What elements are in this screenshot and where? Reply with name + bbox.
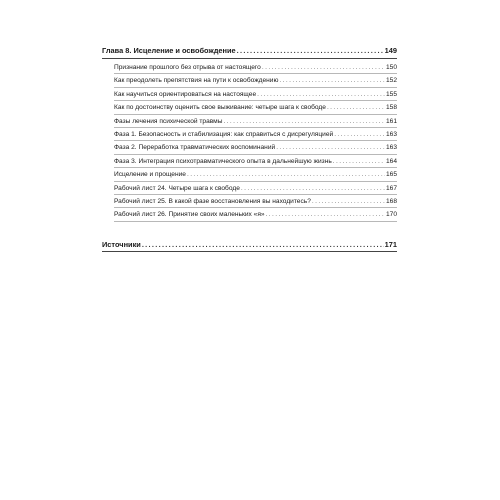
- dot-leader: [279, 74, 385, 87]
- entry-title: Фаза 2. Переработка травматических воспоминаний: [114, 144, 276, 152]
- entry-title: Фаза 3. Интеграция психотравматического опыта в дальнейшую жизнь: [114, 157, 332, 165]
- dot-leader: [241, 182, 385, 195]
- dot-leader: [257, 88, 385, 101]
- dot-leader: [312, 195, 385, 208]
- toc-sources-heading: [102, 238, 397, 252]
- toc-entry: [114, 155, 397, 168]
- entry-title: Как преодолеть препятствия на пути к освобождению: [114, 77, 279, 85]
- entry-title: Рабочий лист 24. Четыре шага к свободе: [114, 184, 240, 192]
- dot-leader: [142, 238, 384, 251]
- toc-entry: [114, 88, 397, 101]
- table-of-contents: [102, 44, 397, 252]
- toc-entry: [114, 208, 397, 221]
- entry-page-number: 167: [385, 184, 397, 192]
- entry-page-number: 158: [385, 104, 397, 112]
- entry-title: Фазы лечения психической травмы: [114, 117, 223, 125]
- entry-title: Фаза 1. Безопасность и стабилизация: как справиться с дисрегуляцией: [114, 130, 334, 138]
- toc-entry: [114, 115, 397, 128]
- chapter-title: Глава 8. Исцеление и освобождение: [102, 46, 236, 55]
- entry-page-number: 165: [385, 171, 397, 179]
- entry-page-number: 161: [385, 117, 397, 125]
- toc-entry: [114, 74, 397, 87]
- sources-title: Источники: [102, 239, 141, 249]
- dot-leader: [334, 128, 385, 141]
- toc-entry: [114, 182, 397, 195]
- dot-leader: [223, 115, 385, 128]
- dot-leader: [327, 101, 385, 114]
- entry-title: Рабочий лист 26. Принятие своих маленьких «я»: [114, 211, 265, 219]
- entry-page-number: 163: [385, 130, 397, 138]
- toc-entry: [114, 168, 397, 181]
- toc-chapter-heading: [102, 44, 397, 59]
- toc-entry: [114, 101, 397, 114]
- entry-title: Признание прошлого без отрыва от настоящего: [114, 64, 261, 71]
- entry-page-number: 150: [385, 64, 397, 71]
- entry-page-number: 163: [385, 144, 397, 152]
- entry-title: Как научиться ориентироваться на настоящее: [114, 90, 257, 98]
- dot-leader: [276, 141, 385, 154]
- toc-entry: [114, 61, 397, 74]
- sources-page-number: 171: [384, 239, 397, 249]
- entry-page-number: 152: [385, 77, 397, 85]
- toc-entry: [114, 128, 397, 141]
- dot-leader: [187, 168, 385, 181]
- entry-title: Рабочий лист 25. В какой фазе восстановления вы находитесь?: [114, 197, 311, 205]
- dot-leader: [262, 61, 385, 74]
- dot-leader: [266, 208, 385, 221]
- dot-leader: [237, 44, 384, 57]
- dot-leader: [333, 155, 385, 168]
- entry-title: Как по достоинству оценить свое выживание: четыре шага к свободе: [114, 104, 326, 112]
- toc-entry: [114, 141, 397, 154]
- entry-page-number: 170: [385, 211, 397, 219]
- entry-page-number: 164: [385, 157, 397, 165]
- entry-page-number: 155: [385, 90, 397, 98]
- chapter-page-number: 149: [384, 46, 397, 55]
- entry-title: Исцеление и прощение: [114, 171, 186, 179]
- toc-entry: [114, 195, 397, 208]
- entry-page-number: 168: [385, 197, 397, 205]
